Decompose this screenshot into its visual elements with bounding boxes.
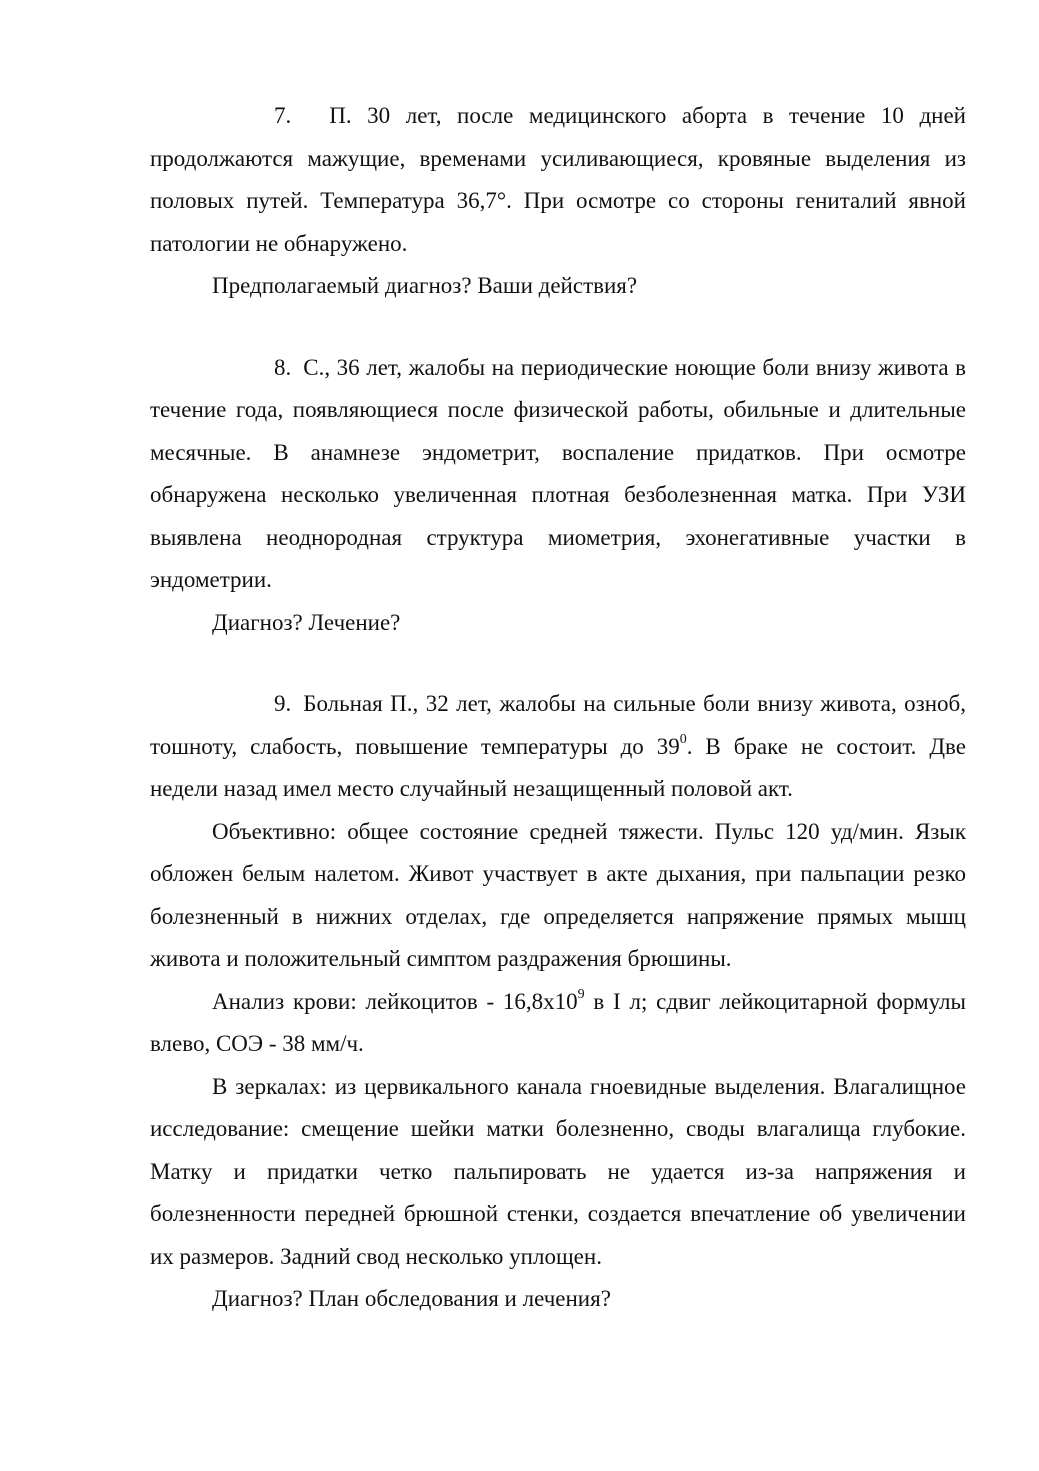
case-9-number: 9. bbox=[274, 691, 292, 716]
case-7-question: Предполагаемый диагноз? Ваши действия? bbox=[212, 273, 638, 298]
case-7-text: П. 30 лет, после медицинского аборта в течение 10 дней продолжаются мажущие, временами усиливающиеся, кровяные выделения из половых путей. Температура 36,7°. При осмотре со стороны гениталий явной патологии не обнаружено. bbox=[150, 103, 966, 256]
case-7-paragraph bbox=[150, 95, 966, 265]
case-9-intro-rest: . В браке не состоит. Две недели назад имел место случайный незащищенный половой акт. bbox=[150, 733, 966, 801]
case-8-paragraph bbox=[150, 347, 966, 602]
case-9-blood bbox=[150, 981, 966, 1066]
case-9-question: Диагноз? План обследования и лечения? bbox=[212, 1286, 611, 1311]
case-9-intro bbox=[150, 683, 966, 811]
case-7-number: 7. bbox=[274, 103, 292, 128]
case-8-text: С., 36 лет, жалобы на периодические ноющие боли внизу живота в течение года, появляющиеся после физической работы, обильные и длительные месячные. В анамнезе эндометрит, воспаление придатков. При осмотре обнаружена несколько увеличенная плотная безболезненная матка. При УЗИ выявлена неоднородная структура миометрия, эхонегативные участки в эндометрии. bbox=[150, 354, 966, 592]
case-9-blood-exponent: 9 bbox=[577, 986, 585, 1002]
case-8-number: 8. bbox=[274, 354, 292, 380]
case-9-blood-text: Анализ крови: лейкоцитов - 16,8х10 bbox=[212, 988, 578, 1014]
case-8-question: Диагноз? Лечение? bbox=[212, 609, 401, 635]
section-gap bbox=[150, 644, 966, 683]
case-9-intro-text: Больная П., 32 лет, жалобы на сильные боли внизу живота, озноб, тошноту, слабость, повышение температуры до 39 bbox=[150, 691, 966, 759]
case-9-blood-rest: в I л; сдвиг лейкоцитарной формулы влево, СОЭ - 38 мм/ч. bbox=[150, 988, 966, 1056]
case-9-objective: Объективно: общее состояние средней тяжести. Пульс 120 уд/мин. Язык обложен белым налетом. Живот участвует в акте дыхания, при пальпации резко болезненный в нижних отделах, где определяется напряжение прямых мышц живота и положительный симптом раздражения брюшины. bbox=[150, 818, 966, 971]
document-page bbox=[150, 95, 966, 1321]
case-9-temp-degree: 0 bbox=[679, 731, 687, 747]
case-9-exam: В зеркалах: из цервикального канала гноевидные выделения. Влагалищное исследование: смещение шейки матки болезненно, своды влагалища глубокие. Матку и придатки четко пальпировать не удается из-за напряжения и болезненности передней брюшной стенки, создается впечатление об увеличении их размеров. Задний свод несколько уплощен. bbox=[150, 1073, 966, 1269]
section-gap bbox=[150, 308, 966, 347]
